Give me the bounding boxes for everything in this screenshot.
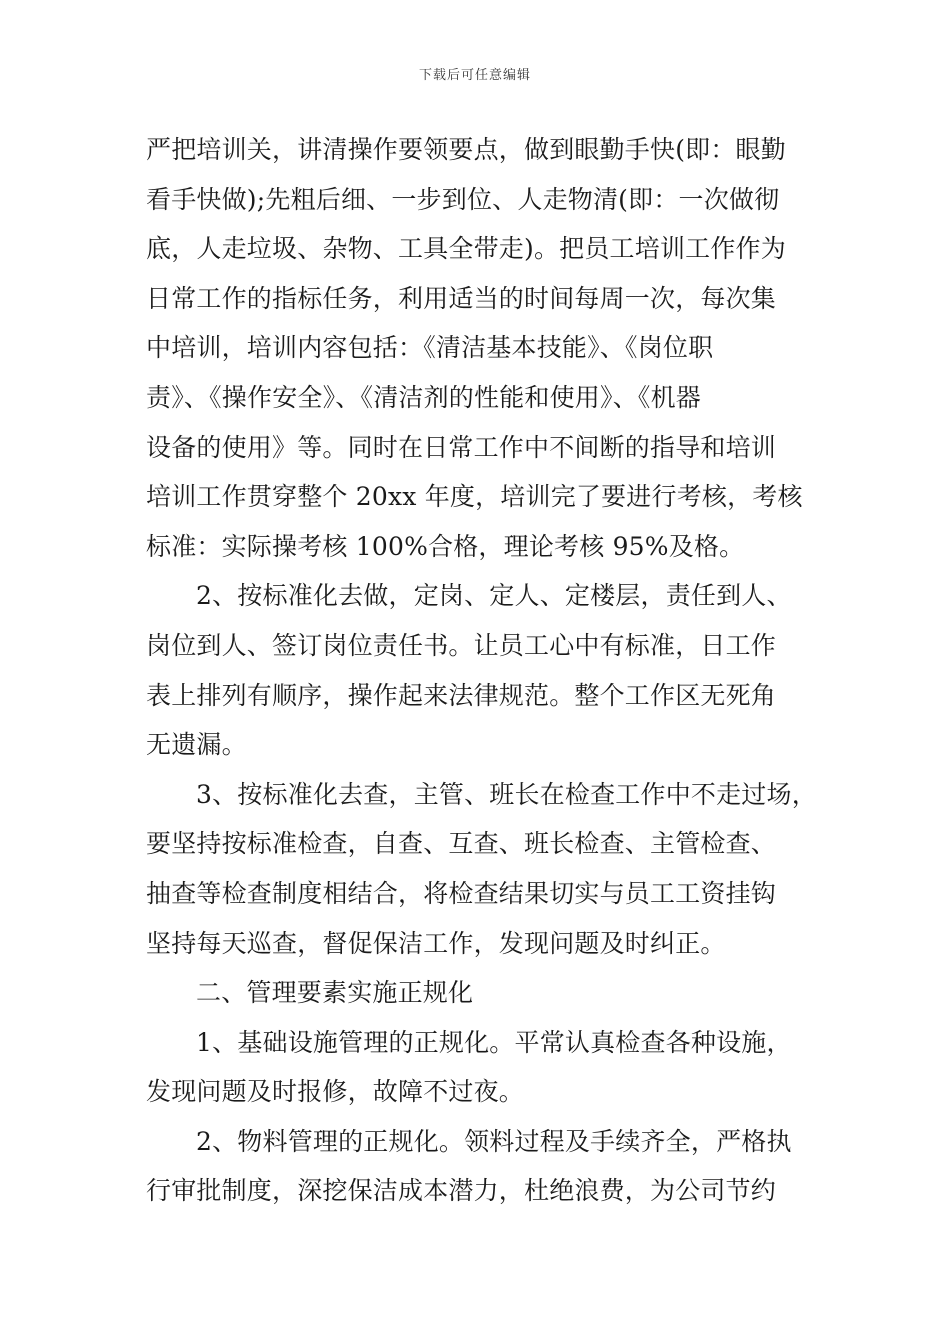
body-line: 设备的使用》等。同时在日常工作中不间断的指导和培训 xyxy=(146,432,777,462)
body-line: 坚持每天巡查，督促保洁工作，发现问题及时纠正。 xyxy=(146,928,726,958)
body-line: 要坚持按标准检查，自查、互查、班长检查、主管检查、 xyxy=(146,829,777,859)
body-line: 标准：实际操考核 100%合格，理论考核 95%及格。 xyxy=(146,531,745,561)
body-line: 表上排列有顺序，操作起来法律规范。整个工作区无死角 xyxy=(146,680,777,710)
page-header: 下载后可任意编辑 xyxy=(418,68,531,83)
paragraph-first-line: 3、按标准化去查，主管、班长在检查工作中不走过场， xyxy=(196,779,817,809)
body-line: 抽查等检查制度相结合，将检查结果切实与员工工资挂钩 xyxy=(146,878,777,908)
paragraph-first-line: 2、按标准化去做，定岗、定人、定楼层，责任到人、 xyxy=(196,581,792,611)
body-line: 看手快做);先粗后细、一步到位、人走物清(即：一次做彻 xyxy=(146,184,780,214)
body-line: 行审批制度，深挖保洁成本潜力，杜绝浪费，为公司节约 xyxy=(146,1176,777,1206)
body-line: 发现问题及时报修，故障不过夜。 xyxy=(146,1077,525,1107)
body-line: 底，人走垃圾、杂物、工具全带走)。把员工培训工作作为 xyxy=(146,234,786,264)
body-line: 日常工作的指标任务，利用适当的时间每周一次，每次集 xyxy=(146,283,777,313)
body-line: 中培训，培训内容包括：《清洁基本技能》、《岗位职 xyxy=(146,333,714,363)
paragraph-first-line: 1、基础设施管理的正规化。平常认真检查各种设施， xyxy=(196,1027,792,1057)
body-line: 培训工作贯穿整个 20xx 年度，培训完了要进行考核，考核 xyxy=(146,482,803,512)
body-line: 无遗漏。 xyxy=(146,730,247,760)
section-heading: 二、管理要素实施正规化 xyxy=(196,978,474,1008)
body-line: 岗位到人、签订岗位责任书。让员工心中有标准，日工作 xyxy=(146,630,777,660)
body-line: 严把培训关，讲清操作要领要点，做到眼勤手快(即：眼勤 xyxy=(146,135,786,164)
paragraph-first-line: 2、物料管理的正规化。领料过程及手续齐全，严格执 xyxy=(196,1126,792,1156)
document-body xyxy=(146,125,816,1216)
body-line: 责》、《操作安全》、《清洁剂的性能和使用》、《机器 xyxy=(146,382,702,412)
